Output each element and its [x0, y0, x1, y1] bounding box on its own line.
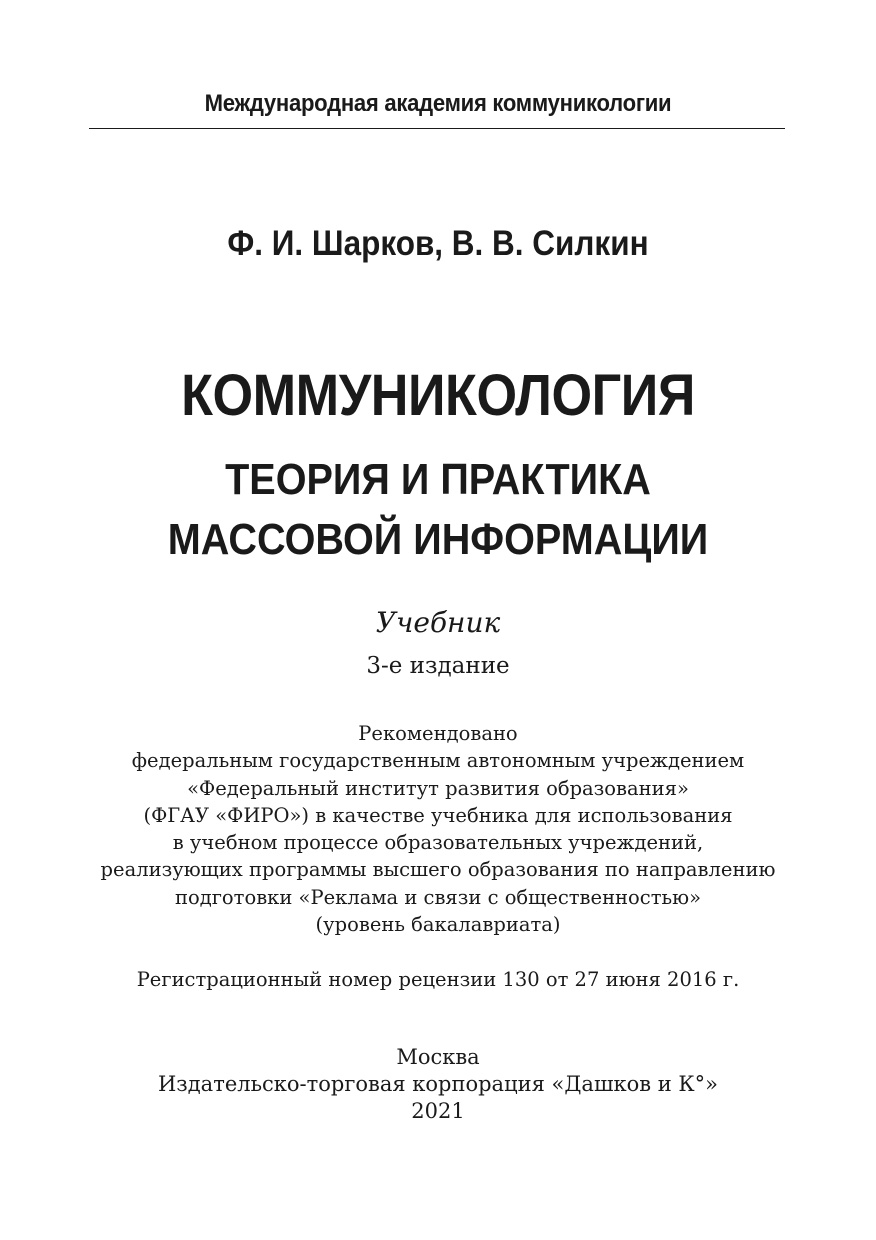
recommendation-line: (уровень бакалавриата) — [315, 913, 561, 937]
recommendation-line: подготовки «Реклама и связи с общественностью» — [174, 885, 702, 909]
book-subtitle-line: МАССОВОЙ ИНФОРМАЦИИ — [167, 515, 709, 564]
registration-number: Регистрационный номер рецензии 130 от 27 июня 2016 г. — [136, 968, 740, 991]
book-type: Учебник — [375, 606, 501, 639]
header-divider — [89, 128, 785, 129]
recommendation-line: Рекомендовано — [358, 722, 518, 745]
book-subtitle-line: ТЕОРИЯ И ПРАКТИКА — [225, 455, 651, 504]
recommendation-line: в учебном процессе образовательных учреждений, — [172, 831, 704, 855]
edition: 3-е издание — [366, 653, 510, 679]
imprint-year: 2021 — [411, 1099, 465, 1123]
recommendation-line: федеральным государственным автономным учреждением — [131, 749, 745, 773]
recommendation-line: «Федеральный институт развития образования» — [187, 776, 689, 800]
recommendation-block — [0, 720, 876, 938]
recommendation-line: (ФГАУ «ФИРО») в качестве учебника для использования — [143, 803, 733, 827]
book-title: КОММУНИКОЛОГИЯ — [181, 363, 695, 428]
imprint-publisher: Издательско-торговая корпорация «Дашков и К°» — [157, 1072, 719, 1096]
academy-name: Международная академия коммуникологии — [204, 90, 672, 117]
imprint-block — [0, 1044, 876, 1125]
recommendation-line: реализующих программы высшего образования по направлению — [100, 858, 776, 882]
imprint-city: Москва — [396, 1045, 480, 1069]
authors: Ф. И. Шарков, В. В. Силкин — [227, 224, 649, 263]
